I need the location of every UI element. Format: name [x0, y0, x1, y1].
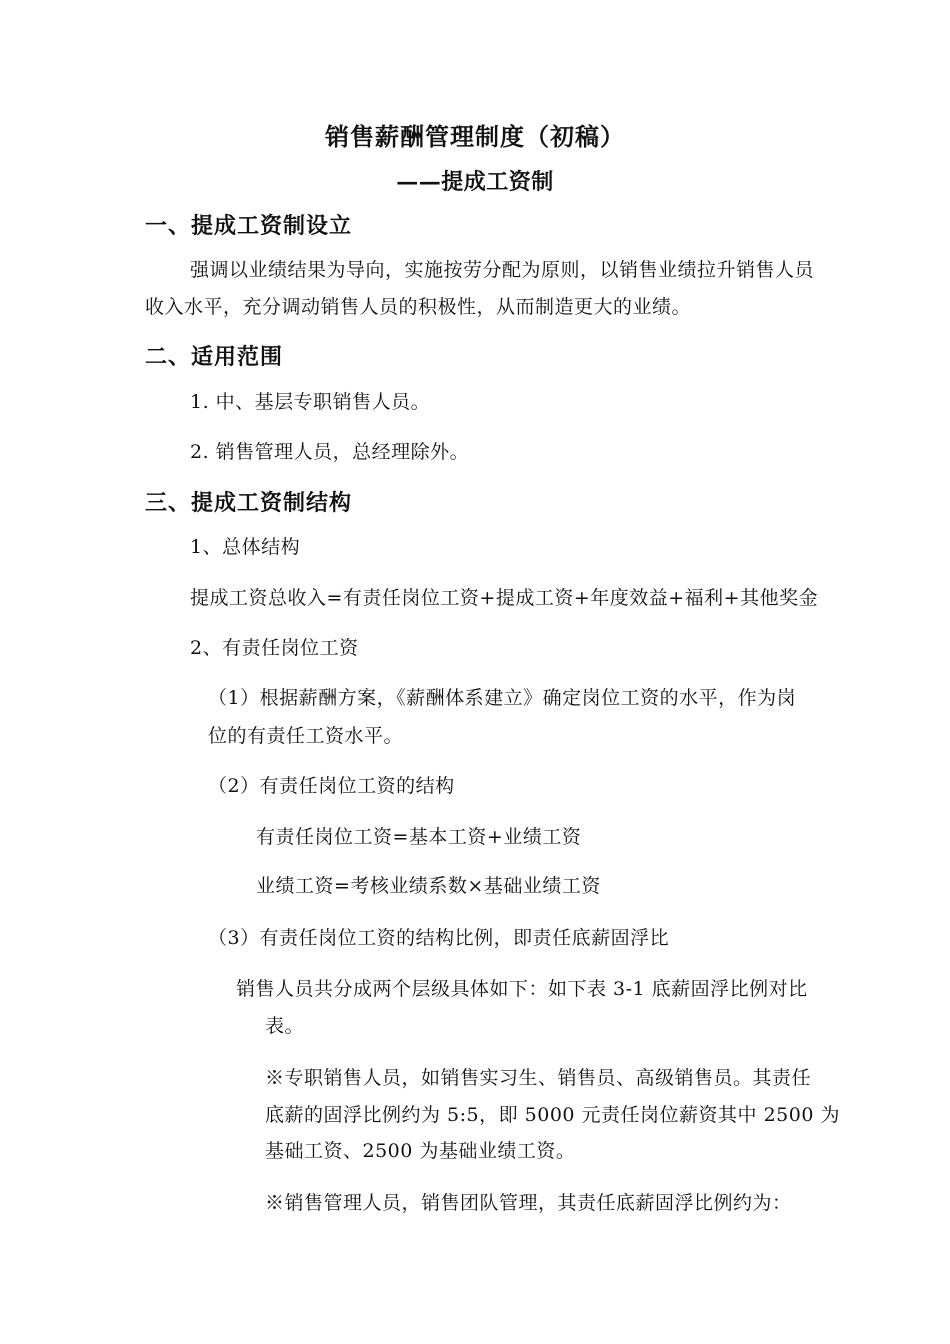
note-line: ※专职销售人员，如销售实习生、销售员、高级销售员。其责任	[265, 1067, 812, 1089]
list-item: 2. 销售管理人员，总经理除外。	[190, 441, 470, 463]
note-line: 基础工资、2500 为基础业绩工资。	[265, 1140, 576, 1162]
document-subtitle: ——提成工资制	[396, 169, 554, 195]
paragraph-line: 表。	[265, 1015, 305, 1037]
formula-line: 提成工资总收入=有责任岗位工资+提成工资+年度效益+福利+其他奖金	[190, 587, 819, 609]
subsection-item: （2）有责任岗位工资的结构	[208, 775, 455, 797]
subsection-item: （3）有责任岗位工资的结构比例，即责任底薪固浮比	[208, 927, 670, 949]
paragraph-line: 位的有责任工资水平。	[208, 725, 404, 747]
paragraph-line: 收入水平，充分调动销售人员的积极性，从而制造更大的业绩。	[145, 296, 692, 318]
note-line: 底薪的固浮比例约为 5:5，即 5000 元责任岗位薪资其中 2500 为	[265, 1104, 840, 1126]
subsection-heading: 1、总体结构	[190, 536, 301, 558]
note-line: ※销售管理人员，销售团队管理，其责任底薪固浮比例约为：	[265, 1192, 792, 1214]
list-item: 1. 中、基层专职销售人员。	[190, 391, 431, 413]
formula-line: 业绩工资=考核业绩系数×基础业绩工资	[256, 875, 601, 897]
document-title: 销售薪酬管理制度（初稿）	[325, 122, 625, 151]
section-heading-2: 二、适用范围	[145, 344, 284, 370]
paragraph-line: （1）根据薪酬方案，《薪酬体系建立》确定岗位工资的水平，作为岗	[208, 687, 797, 709]
paragraph-line: 销售人员共分成两个层级具体如下：如下表 3-1 底薪固浮比例对比	[236, 978, 808, 1000]
formula-line: 有责任岗位工资=基本工资+业绩工资	[256, 826, 582, 848]
subsection-heading: 2、有责任岗位工资	[190, 637, 359, 659]
paragraph-line: 强调以业绩结果为导向，实施按劳分配为原则，以销售业绩拉升销售人员	[190, 259, 815, 281]
section-heading-3: 三、提成工资制结构	[145, 490, 353, 516]
section-heading-1: 一、提成工资制设立	[145, 213, 353, 239]
